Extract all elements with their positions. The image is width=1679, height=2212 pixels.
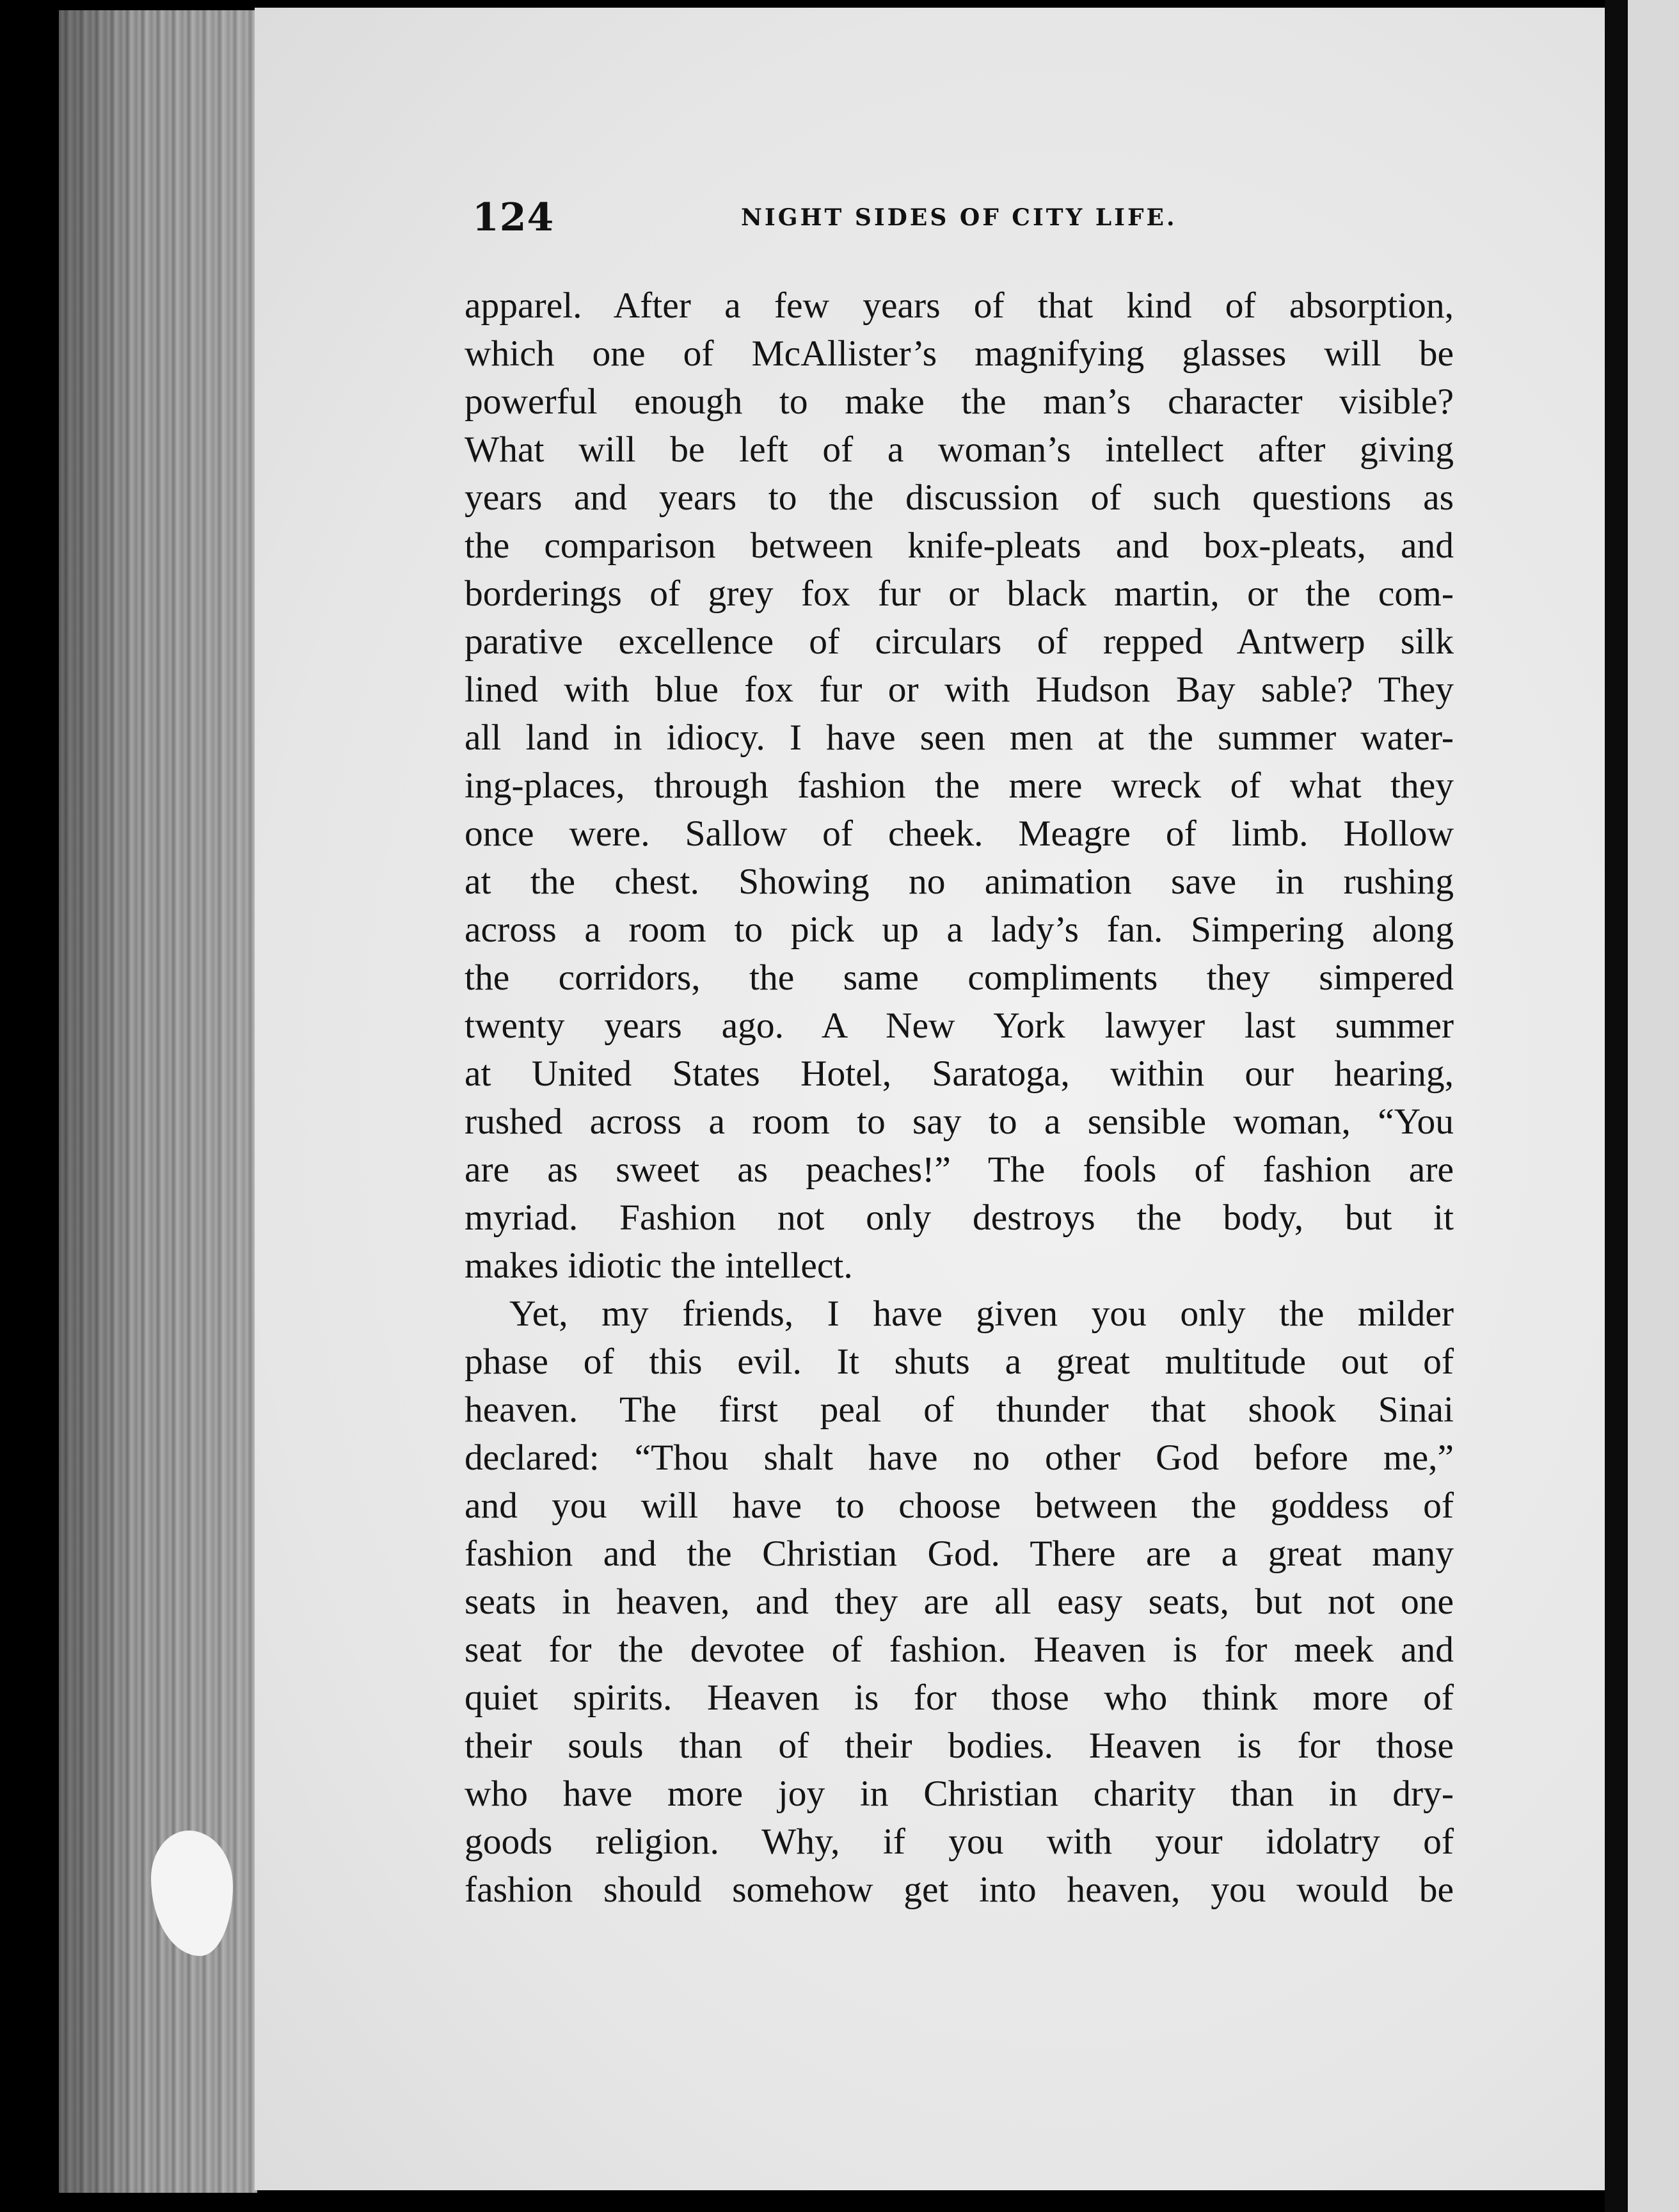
text-line: which one of McAllister’s magnifying glasses will be	[465, 333, 1454, 374]
text-line: seats in heaven, and they are all easy seats, but not one	[465, 1582, 1454, 1622]
text-line: are as sweet as peaches!” The fools of fashion are	[465, 1150, 1454, 1190]
body-text	[465, 282, 1454, 1914]
text-line: years and years to the discussion of such questions as	[465, 477, 1454, 518]
text-line: at United States Hotel, Saratoga, within our hearing,	[465, 1054, 1454, 1094]
text-line: at the chest. Showing no animation save in rushing	[465, 862, 1454, 902]
text-line: What will be left of a woman’s intellect after giving	[465, 429, 1454, 470]
text-line: quiet spirits. Heaven is for those who think more of	[465, 1678, 1454, 1718]
text-line: phase of this evil. It shuts a great multitude out of	[465, 1342, 1454, 1382]
text-line: makes idiotic the intellect.	[465, 1246, 853, 1286]
paragraph-2	[465, 1290, 1454, 1914]
text-line: who have more joy in Christian charity than in dry-	[465, 1774, 1454, 1814]
text-line: lined with blue fox fur or with Hudson Bay sable? They	[465, 669, 1454, 710]
text-line: parative excellence of circulars of repped Antwerp silk	[465, 621, 1454, 662]
text-line: borderings of grey fox fur or black martin, or the com-	[465, 573, 1454, 614]
text-line: the corridors, the same compliments they simpered	[465, 958, 1454, 998]
text-line: Yet, my friends, I have given you only the milder	[509, 1294, 1454, 1334]
text-line: declared: “Thou shalt have no other God before me,”	[465, 1438, 1454, 1478]
text-line: heaven. The first peal of thunder that shook Sinai	[465, 1390, 1454, 1430]
text-line: powerful enough to make the man’s character visible?	[465, 381, 1454, 422]
page-number: 124	[472, 195, 555, 240]
text-line: once were. Sallow of cheek. Meagre of limb. Hollow	[465, 813, 1454, 854]
running-title: NIGHT SIDES OF CITY LIFE.	[741, 204, 1177, 231]
text-line: the comparison between knife-pleats and box-pleats, and	[465, 525, 1454, 566]
text-line: twenty years ago. A New York lawyer last summer	[465, 1006, 1454, 1046]
text-line: and you will have to choose between the goddess of	[465, 1486, 1454, 1526]
text-line: apparel. After a few years of that kind of absorption,	[465, 285, 1454, 326]
gutter-shadow	[1605, 0, 1628, 2212]
text-line: myriad. Fashion not only destroys the body, but it	[465, 1198, 1454, 1238]
adjacent-page-edge	[1628, 0, 1679, 2212]
text-line: across a room to pick up a lady’s fan. Simpering along	[465, 910, 1454, 950]
text-line: fashion should somehow get into heaven, you would be	[465, 1870, 1454, 1910]
text-line: rushed across a room to say to a sensible woman, “You	[465, 1102, 1454, 1142]
text-line: ing-places, through fashion the mere wreck of what they	[465, 765, 1454, 806]
text-line: fashion and the Christian God. There are a great many	[465, 1534, 1454, 1574]
text-line: all land in idiocy. I have seen men at the summer water-	[465, 717, 1454, 758]
text-line: their souls than of their bodies. Heaven is for those	[465, 1726, 1454, 1766]
text-line: seat for the devotee of fashion. Heaven is for meek and	[465, 1630, 1454, 1670]
paragraph-1	[465, 282, 1454, 1290]
text-line: goods religion. Why, if you with your idolatry of	[465, 1822, 1454, 1862]
running-head	[472, 195, 1458, 253]
